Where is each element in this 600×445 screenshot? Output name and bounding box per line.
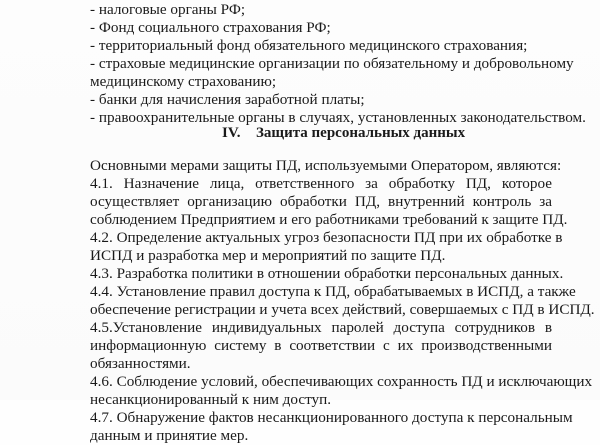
measure-line: 4.1. Назначение лица, ответственного за обработку ПД, которое <box>90 175 552 192</box>
list-item: - банки для начисления заработной платы; <box>90 91 365 108</box>
section-title: Защита персональных данных <box>256 125 466 141</box>
measure-line: 4.7. Обнаружение фактов несанкционированного доступа к персональным <box>90 409 573 426</box>
measure-line: 4.4. Установление правил доступа к ПД, обрабатываемых в ИСПД, а также <box>90 283 576 300</box>
measure-line: соблюдением Предприятием и его работниками требований к защите ПД. <box>90 211 568 228</box>
measure-line: обязанностями. <box>90 355 191 372</box>
list-item-continuation: медицинскому страхованию; <box>90 73 277 90</box>
list-item: - территориальный фонд обязательного медицинского страхования; <box>90 37 528 54</box>
list-item: - Фонд социального страхования РФ; <box>90 19 331 36</box>
measure-line: 4.6. Соблюдение условий, обеспечивающих сохранность ПД и исключающих <box>90 373 593 390</box>
section-number: IV. <box>222 125 241 141</box>
list-item: - правоохранительные органы в случаях, установленных законодательством. <box>90 109 586 126</box>
intro-paragraph: Основными мерами защиты ПД, используемыми Оператором, являются: <box>90 157 562 174</box>
measure-line: данным и принятие мер. <box>90 427 249 444</box>
measure-line: информационную систему в соответствии с их производственными <box>90 337 552 354</box>
measure-line: 4.5.Установление индивидуальных паролей доступа сотрудников в <box>90 319 552 336</box>
measure-line: ИСПД и разработка мер и мероприятий по защите ПД. <box>90 247 446 264</box>
measure-line: несанкционированный к ним доступ. <box>90 391 332 408</box>
list-item: - страховые медицинские организации по обязательному и добровольному <box>90 55 574 72</box>
section-heading <box>222 124 465 142</box>
measure-line: обеспечение регистрации и учета всех действий, совершаемых с ПД в ИСПД. <box>90 301 595 318</box>
measure-line: 4.3. Разработка политики в отношении обработки персональных данных. <box>90 265 564 282</box>
measure-line: 4.2. Определение актуальных угроз безопасности ПД при их обработке в <box>90 229 563 246</box>
measure-line: осуществляет организацию обработки ПД, внутренний контроль за <box>90 193 552 210</box>
list-item: - налоговые органы РФ; <box>90 1 246 18</box>
